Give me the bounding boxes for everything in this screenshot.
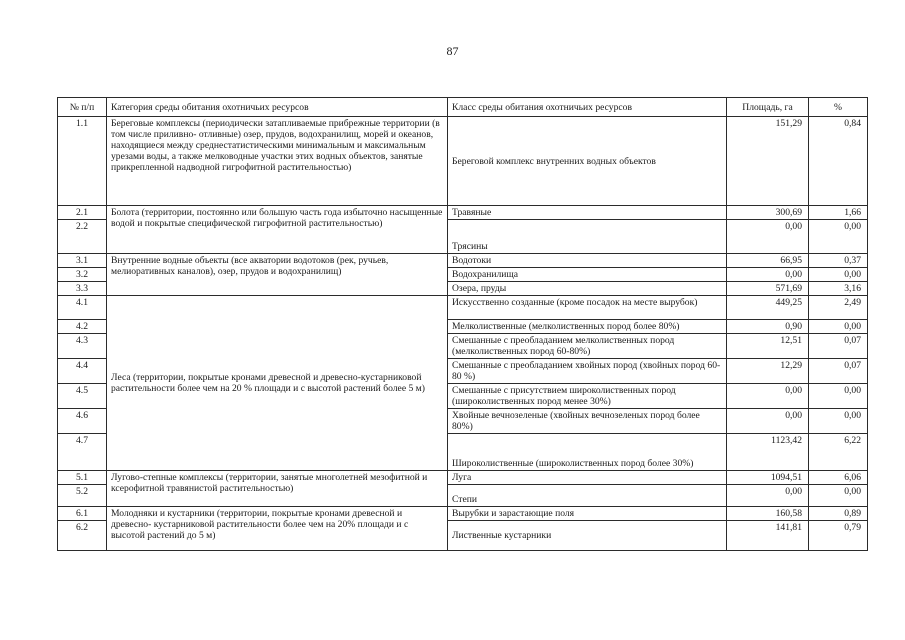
class-cell: Водотоки [448,254,727,268]
row-num: 4.7 [58,434,107,471]
class-cell: Смешанные с присутствием широколиственных пород (широколиственных пород менее 30%) [448,384,727,409]
row-num: 4.4 [58,359,107,384]
row-num: 4.6 [58,409,107,434]
row-num: 5.2 [58,485,107,507]
table-row [58,471,868,485]
class-cell: Травяные [448,206,727,220]
percent-cell: 0,00 [809,409,868,434]
percent-cell: 0,07 [809,359,868,384]
class-cell: Озера, пруды [448,282,727,296]
percent-cell: 0,89 [809,507,868,521]
area-cell: 66,95 [727,254,809,268]
row-num: 4.3 [58,334,107,359]
row-num: 6.2 [58,521,107,551]
area-cell: 1094,51 [727,471,809,485]
class-cell: Искусственно созданные (кроме посадок на месте вырубок) [448,296,727,320]
row-num: 4.1 [58,296,107,320]
table-row [58,296,868,320]
row-num: 6.1 [58,507,107,521]
class-cell: Смешанные с преобладанием хвойных пород (хвойных пород 60-80 %) [448,359,727,384]
percent-cell: 6,22 [809,434,868,471]
row-num: 3.1 [58,254,107,268]
class-cell: Луга [448,471,727,485]
category-cell: Молодняки и кустарники (территории, покрытые кронами древесной и древесно- кустарниковой растительности более чем на 20% площади и с высотой растений до 5 м) [107,507,448,551]
category-cell: Береговые комплексы (периодически затапливаемые прибрежные территории (в том числе приливно- отливные) озер, прудов, водохранилищ, морей и океанов, находящиеся между среднестатистическими минимальным и максимальным урезами воды, а также мелководные участки этих водных объектов, занятые прикрепленной надводной гигрофитной растительностью) [107,117,448,206]
row-num: 3.3 [58,282,107,296]
percent-cell: 3,16 [809,282,868,296]
area-cell: 160,58 [727,507,809,521]
row-num: 4.5 [58,384,107,409]
percent-cell: 2,49 [809,296,868,320]
table-row [58,206,868,220]
percent-cell: 0,84 [809,117,868,206]
row-num: 1.1 [58,117,107,206]
area-cell: 0,00 [727,220,809,254]
class-cell: Хвойные вечнозеленые (хвойных вечнозеленых пород более 80%) [448,409,727,434]
percent-cell: 0,79 [809,521,868,551]
table-row [58,254,868,268]
class-cell: Смешанные с преобладанием мелколиственных пород (мелколиственных пород 60-80%) [448,334,727,359]
habitat-table [57,97,868,551]
area-cell: 141,81 [727,521,809,551]
percent-cell: 0,00 [809,220,868,254]
area-cell: 300,69 [727,206,809,220]
table-row [58,507,868,521]
category-cell: Лугово-степные комплексы (территории, занятые многолетней мезофитной и ксерофитной травянистой растительностью) [107,471,448,507]
area-cell: 571,69 [727,282,809,296]
area-cell: 0,00 [727,409,809,434]
category-cell: Болота (территории, постоянно или большую часть года избыточно насыщенные водой и покрытые специфической гигрофитной растительностью) [107,206,448,254]
row-num: 3.2 [58,268,107,282]
percent-cell: 0,37 [809,254,868,268]
category-cell: Внутренние водные объекты (все акватории водотоков (рек, ручьев, мелиоративных каналов), озер, прудов и водохранилищ) [107,254,448,296]
percent-cell: 6,06 [809,471,868,485]
header-class: Класс среды обитания охотничьих ресурсов [448,98,727,117]
area-cell: 449,25 [727,296,809,320]
header-area: Площадь, га [727,98,809,117]
category-cell: Леса (территории, покрытые кронами древесной и древесно-кустарниковой растительности более чем на 20 % площади и с высотой растений более 5 м) [107,296,448,471]
area-cell: 0,00 [727,384,809,409]
percent-cell: 0,00 [809,320,868,334]
header-num: № п/п [58,98,107,117]
area-cell: 151,29 [727,117,809,206]
percent-cell: 0,07 [809,334,868,359]
class-cell: Трясины [448,220,727,254]
class-cell: Береговой комплекс внутренних водных объектов [448,117,727,206]
class-cell: Степи [448,485,727,507]
percent-cell: 0,00 [809,485,868,507]
table-row [58,117,868,206]
class-cell: Водохранилища [448,268,727,282]
class-cell: Вырубки и зарастающие поля [448,507,727,521]
percent-cell: 0,00 [809,384,868,409]
header-percent: % [809,98,868,117]
area-cell: 0,00 [727,268,809,282]
page-number: 87 [446,44,459,58]
percent-cell: 0,00 [809,268,868,282]
row-num: 2.2 [58,220,107,254]
header-category: Категория среды обитания охотничьих ресурсов [107,98,448,117]
percent-cell: 1,66 [809,206,868,220]
area-cell: 1123,42 [727,434,809,471]
row-num: 5.1 [58,471,107,485]
row-num: 4.2 [58,320,107,334]
table-header-row [58,98,868,117]
area-cell: 12,51 [727,334,809,359]
class-cell: Мелколиственные (мелколиственных пород более 80%) [448,320,727,334]
area-cell: 12,29 [727,359,809,384]
table-body [58,117,868,551]
area-cell: 0,90 [727,320,809,334]
area-cell: 0,00 [727,485,809,507]
row-num: 2.1 [58,206,107,220]
class-cell: Лиственные кустарники [448,521,727,551]
class-cell: Широколиственные (широколиственных пород более 30%) [448,434,727,471]
